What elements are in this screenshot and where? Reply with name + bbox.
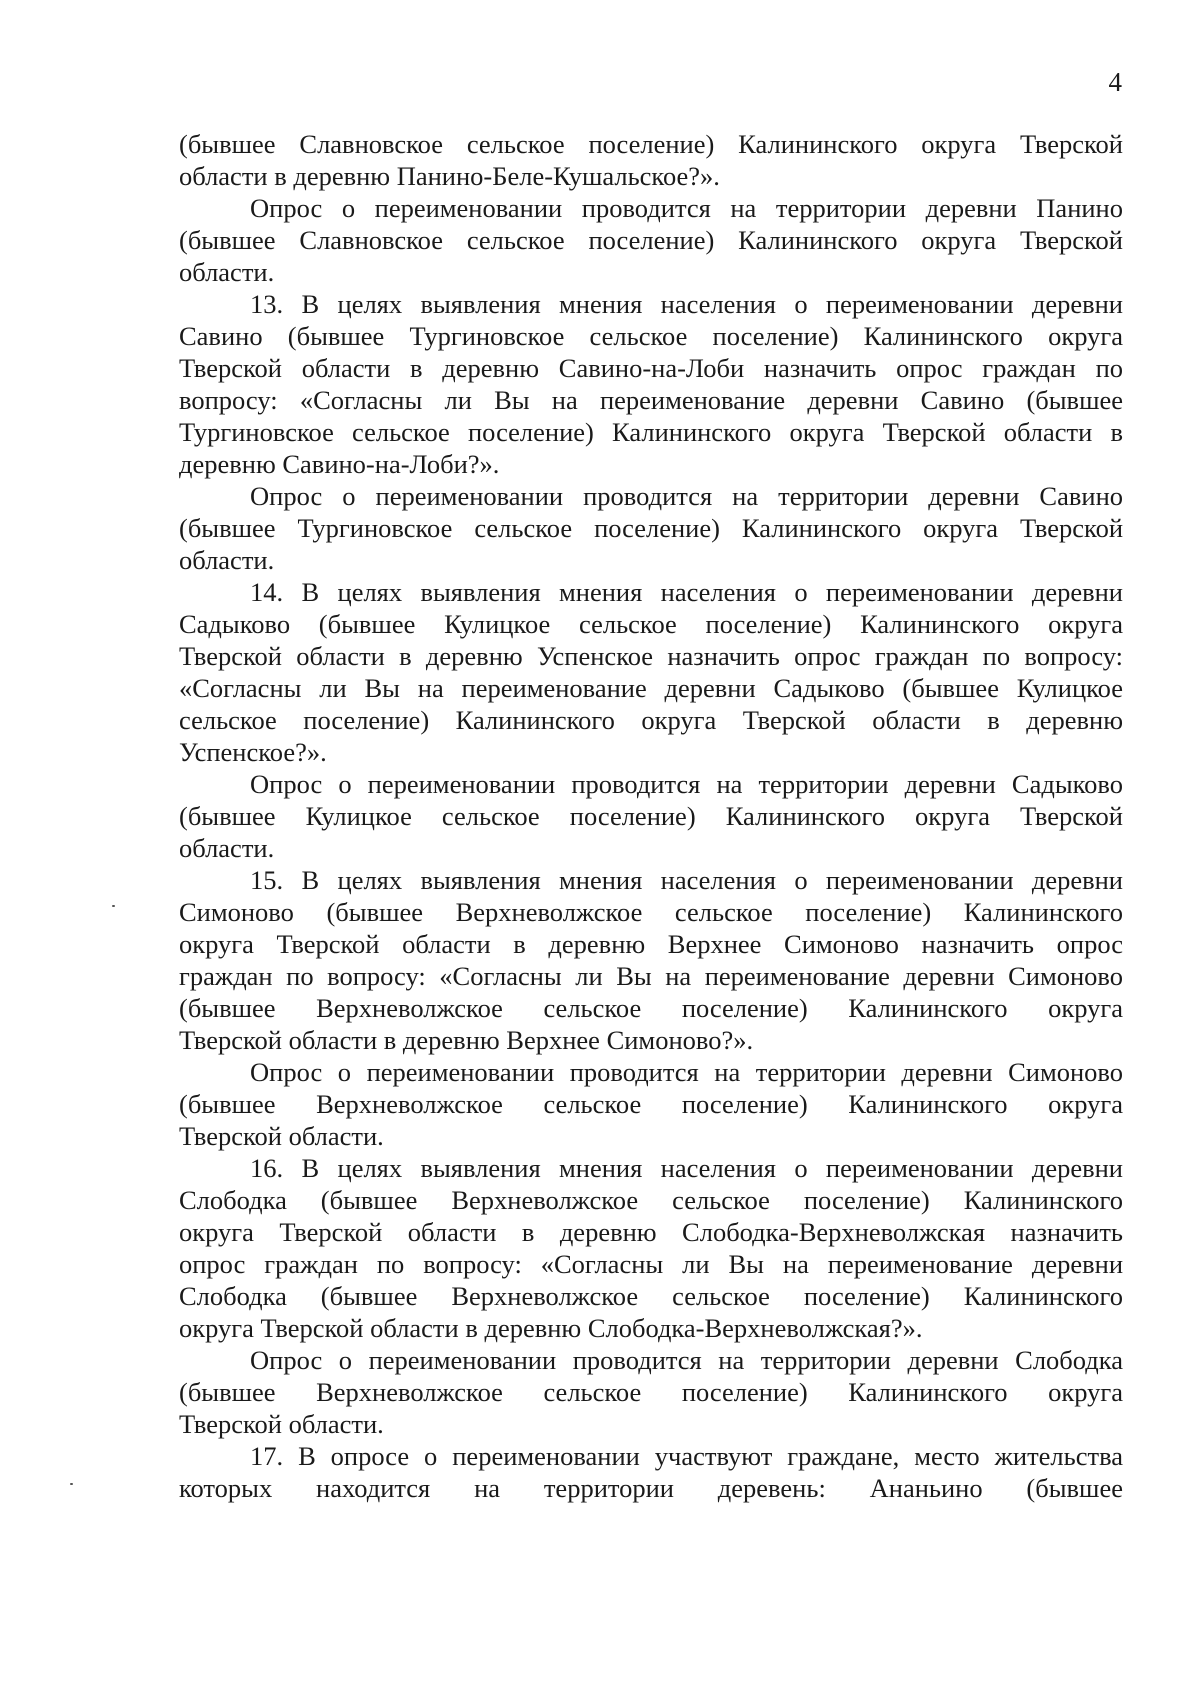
text-line: 13. В целях выявления мнения населения о переименовании деревни [250,289,1123,319]
text-line: (бывшее Верхневолжское сельское поселение) Калининского округа [179,1377,1123,1407]
text-line: вопросу: «Согласны ли Вы на переименование деревни Савино (бывшее [179,385,1123,415]
text-line: Симоново (бывшее Верхневолжское сельское поселение) Калининского [179,897,1123,927]
text-line: Тверской области. [179,1409,384,1439]
text-line: 17. В опросе о переименовании участвуют граждане, место жительства [250,1441,1123,1471]
text-line: Успенское?». [179,737,327,767]
text-line: округа Тверской области в деревню Слободка-Верхневолжская назначить [179,1217,1123,1247]
page-number: 4 [1108,67,1122,97]
text-line: (бывшее Кулицкое сельское поселение) Калининского округа Тверской [179,801,1123,831]
text-line: (бывшее Славновское сельское поселение) Калининского округа Тверской [179,225,1123,255]
text-line: Опрос о переименовании проводится на территории деревни Слободка [250,1345,1123,1375]
text-line: 16. В целях выявления мнения населения о переименовании деревни [250,1153,1123,1183]
text-line: округа Тверской области в деревню Слободка-Верхневолжская?». [179,1313,923,1343]
text-line: Тверской области в деревню Успенское назначить опрос граждан по вопросу: [179,641,1123,671]
text-line: области. [179,257,275,287]
text-line: Слободка (бывшее Верхневолжское сельское поселение) Калининского [179,1281,1123,1311]
scan-speck [112,905,115,907]
text-line: 14. В целях выявления мнения населения о переименовании деревни [250,577,1123,607]
text-line: Тверской области в деревню Верхнее Симоново?». [179,1025,754,1055]
text-line: Опрос о переименовании проводится на территории деревни Савино [250,481,1123,511]
text-line: деревню Савино-на-Лоби?». [179,449,500,479]
text-line: 15. В целях выявления мнения населения о переименовании деревни [250,865,1123,895]
text-line: Тверской области в деревню Савино-на-Лоби назначить опрос граждан по [179,353,1123,383]
scan-speck [70,1483,73,1485]
text-line: опрос граждан по вопросу: «Согласны ли Вы на переименование деревни [179,1249,1123,1279]
text-line: области. [179,833,275,863]
text-line: (бывшее Тургиновское сельское поселение) Калининского округа Тверской [179,513,1123,543]
text-line: «Согласны ли Вы на переименование деревни Садыково (бывшее Кулицкое [179,673,1123,703]
text-line: Слободка (бывшее Верхневолжское сельское поселение) Калининского [179,1185,1123,1215]
document-body [179,128,1123,1504]
text-line: (бывшее Верхневолжское сельское поселение) Калининского округа [179,993,1123,1023]
text-line: Тверской области. [179,1121,384,1151]
text-line: Савино (бывшее Тургиновское сельское поселение) Калининского округа [179,321,1123,351]
text-line: Опрос о переименовании проводится на территории деревни Симоново [250,1057,1123,1087]
text-line: Опрос о переименовании проводится на территории деревни Садыково [250,769,1123,799]
text-line: области. [179,545,275,575]
text-line: округа Тверской области в деревню Верхнее Симоново назначить опрос [179,929,1123,959]
text-line: которых находится на территории деревень: Ананьино (бывшее [179,1473,1123,1503]
text-line: граждан по вопросу: «Согласны ли Вы на переименование деревни Симоново [179,961,1123,991]
text-line: области в деревню Панино-Беле-Кушальское?». [179,161,720,191]
text-line: (бывшее Верхневолжское сельское поселение) Калининского округа [179,1089,1123,1119]
text-line: Садыково (бывшее Кулицкое сельское поселение) Калининского округа [179,609,1123,639]
text-line: Опрос о переименовании проводится на территории деревни Панино [250,193,1123,223]
text-line: Тургиновское сельское поселение) Калининского округа Тверской области в [179,417,1123,447]
text-line: сельское поселение) Калининского округа Тверской области в деревню [179,705,1123,735]
text-line: (бывшее Славновское сельское поселение) Калининского округа Тверской [179,129,1123,159]
